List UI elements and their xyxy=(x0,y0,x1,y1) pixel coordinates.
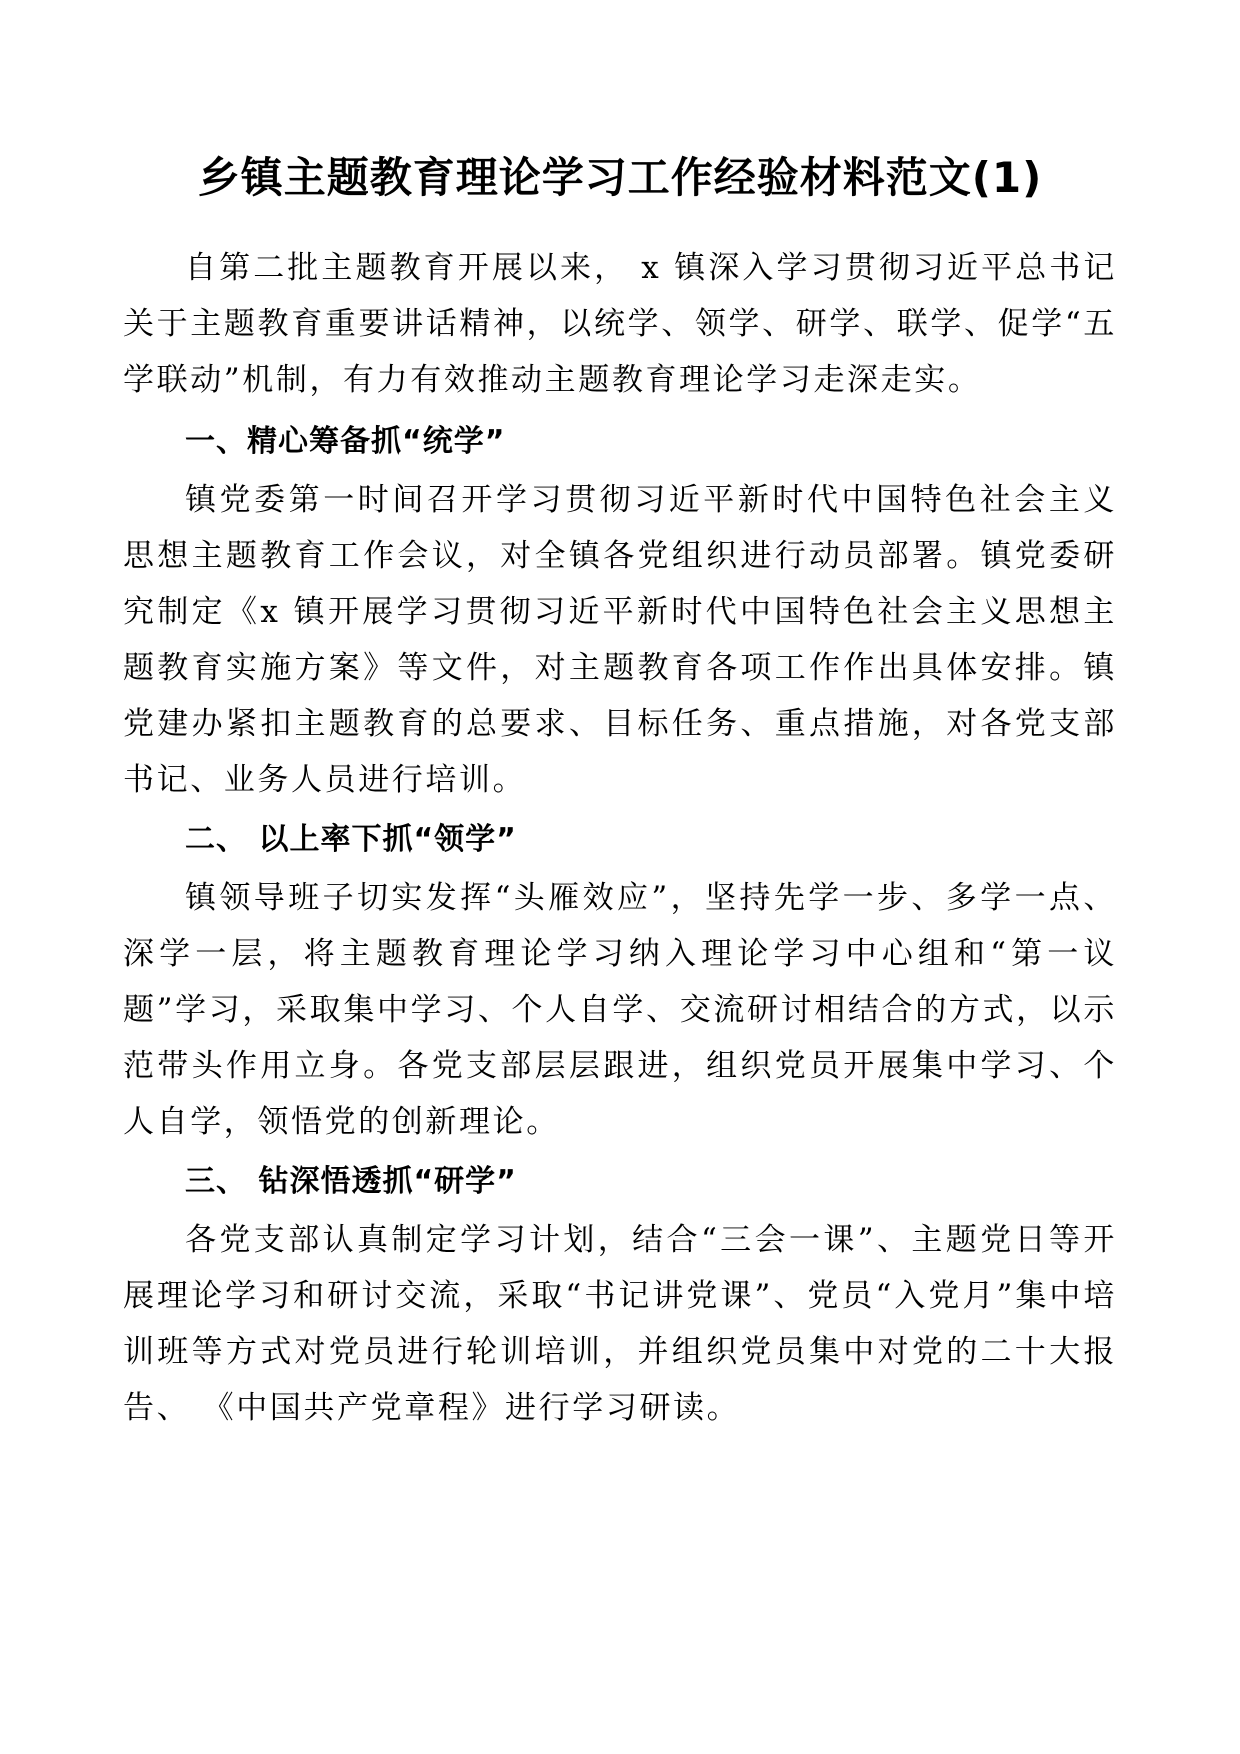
section-3-paragraph: 各党支部认真制定学习计划，结合“三会一课”、主题党日等开展理论学习和研讨交流，采取“书记讲党课”、党员“入党月”集中培训班等方式对党员进行轮训培训，并组织党员集中对党的二十大报告、 《中国共产党章程》进行学习研读。 xyxy=(123,1222,1117,1426)
section-1-paragraph: 镇党委第一时间召开学习贯彻习近平新时代中国特色社会主义思想主题教育工作会议，对全镇各党组织进行动员部署。镇党委研究制定《x 镇开展学习贯彻习近平新时代中国特色社会主义思想主题教育实施方案》等文件，对主题教育各项工作作出具体安排。镇党建办紧扣主题教育的总要求、目标任务、重点措施，对各党支部书记、业务人员进行培训。 xyxy=(123,482,1117,798)
section-3-heading: 三、 钻深悟透抓“研学” xyxy=(185,1164,517,1199)
intro-paragraph: 自第二批主题教育开展以来， x 镇深入学习贯彻习近平总书记关于主题教育重要讲话精神，以统学、领学、研学、联学、促学“五学联动”机制，有力有效推动主题教育理论学习走深走实。 xyxy=(123,250,1117,398)
section-2-heading: 二、 以上率下抓“领学” xyxy=(185,822,517,857)
document-title: 乡镇主题教育理论学习工作经验材料范文(1) xyxy=(197,153,1043,202)
document-body xyxy=(123,240,1117,1436)
section-1-heading: 一、精心筹备抓“统学” xyxy=(185,424,506,459)
section-2-paragraph: 镇领导班子切实发挥“头雁效应”，坚持先学一步、多学一点、深学一层，将主题教育理论学习纳入理论学习中心组和“第一议题”学习，采取集中学习、个人自学、交流研讨相结合的方式，以示范带头作用立身。各党支部层层跟进，组织党员开展集中学习、个人自学，领悟党的创新理论。 xyxy=(123,880,1117,1140)
